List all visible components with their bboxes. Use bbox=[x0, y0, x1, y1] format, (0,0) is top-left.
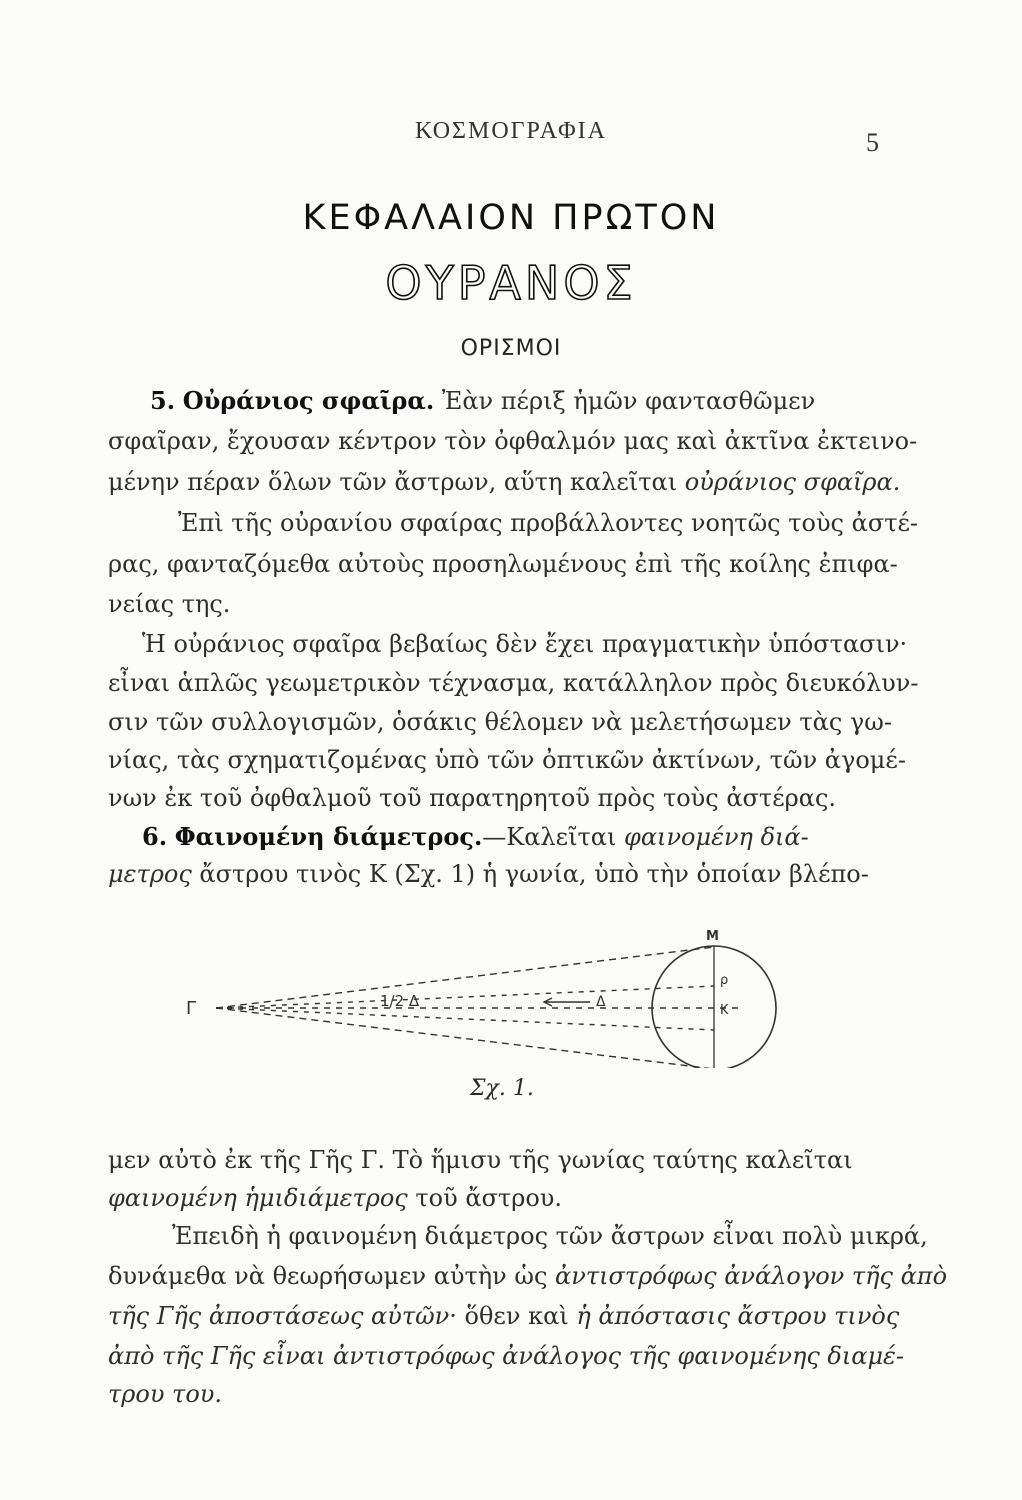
figure-1-diagram bbox=[180, 928, 820, 1068]
para5-term: Οὐράνιος σφαῖρα. bbox=[182, 386, 435, 415]
label-center: K bbox=[720, 1003, 729, 1018]
para6-line-5: Ἐπειδὴ ἡ φαινομένη διάμετρος τῶν ἄστρων εἶναι πολὺ μικρά, bbox=[172, 1222, 928, 1250]
figure-caption: Σχ. 1. bbox=[470, 1076, 534, 1101]
para6-line-6-emphasis: ἀντιστρόφως ἀνάλογον τῆς ἀπὸ bbox=[555, 1262, 948, 1290]
para6-line-6 bbox=[108, 1262, 947, 1290]
para5-line-8: εἶναι ἁπλῶς γεωμετρικὸν τέχνασμα, κατάλληλον πρὸς διευκόλυν- bbox=[108, 669, 919, 697]
para5-line-7: Ἡ οὐράνιος σφαῖρα βεβαίως δὲν ἔχει πραγματικὴν ὑπόστασιν· bbox=[142, 630, 908, 658]
para6-number: 6. bbox=[142, 822, 168, 851]
para6-term: Φαινομένη διάμετρος. bbox=[174, 822, 483, 851]
para5-line-9: σιν τῶν συλλογισμῶν, ὁσάκις θέλομεν νὰ μελετήσωμεν τὰς γω- bbox=[108, 708, 892, 736]
para5-line-3-emphasis: οὐράνιος σφαῖρα. bbox=[684, 468, 901, 496]
label-top: M bbox=[706, 929, 719, 944]
para6-line-4 bbox=[108, 1184, 562, 1212]
subsection-title: ΟΡΙΣΜΟΙ bbox=[460, 336, 562, 361]
para6-line-1 bbox=[142, 822, 809, 851]
para6-line-3: μεν αὐτὸ ἐκ τῆς Γῆς Γ. Τὸ ἥμισυ τῆς γωνίας ταύτης καλεῖται bbox=[108, 1146, 853, 1174]
para5-line-5: ρας, φανταζόμεθα αὐτοὺς προσηλωμένους ἐπὶ τῆς κοίλης ἐπιφα- bbox=[108, 550, 898, 578]
para6-line-6-text: δυνάμεθα νὰ θεωρήσωμεν αὐτὴν ὡς bbox=[108, 1262, 548, 1290]
para6-line-7-emphasis-1: τῆς Γῆς ἀποστάσεως αὐτῶν· bbox=[108, 1302, 457, 1330]
page-number: 5 bbox=[866, 128, 879, 157]
para6-line-1-text: —Καλεῖται bbox=[482, 823, 617, 851]
para5-line-10: νίας, τὰς σχηματιζομένας ὑπὸ τῶν ὀπτικῶν ἀκτίνων, τῶν ἀγομέ- bbox=[108, 746, 906, 774]
inner-sight-line-lower bbox=[216, 1008, 714, 1030]
para6-line-8: ἀπὸ τῆς Γῆς εἶναι ἀντιστρόφως ἀνάλογος τῆς φαινομένης διαμέ- bbox=[108, 1342, 905, 1370]
para6-line-4-text: τοῦ ἄστρου. bbox=[415, 1184, 562, 1212]
para6-line-7-text: ὅθεν καὶ bbox=[464, 1302, 569, 1330]
running-title: ΚΟΣΜΟΓΡΑΦΙΑ bbox=[415, 118, 607, 144]
label-distance: Δ bbox=[596, 994, 606, 1010]
para5-line-2: σφαῖραν, ἔχουσαν κέντρον τὸν ὀφθαλμόν μας καὶ ἀκτῖνα ἐκτεινο- bbox=[108, 427, 918, 455]
para6-line-2 bbox=[108, 860, 869, 888]
para6-line-7 bbox=[108, 1302, 899, 1330]
label-observer: Γ bbox=[186, 998, 197, 1019]
label-radius: ρ bbox=[720, 973, 729, 988]
para6-line-4-emphasis: φαινομένη ἡμιδιάμετρος bbox=[108, 1184, 408, 1212]
inner-sight-line bbox=[216, 986, 714, 1008]
chapter-title: ΚΕΦΑΛΑΙΟΝ ΠΡΩΤΟΝ bbox=[302, 198, 720, 238]
para5-line-3-text: μένην πέραν ὅλων τῶν ἄστρων, αὕτη καλεῖται bbox=[108, 468, 678, 496]
para5-number: 5. bbox=[150, 386, 176, 415]
para6-line-2-emphasis: μετρος bbox=[108, 860, 192, 888]
lower-sight-line bbox=[216, 1008, 714, 1068]
para6-line-7-emphasis-2: ἡ ἀπόστασις ἄστρου τινὸς bbox=[576, 1302, 900, 1330]
para5-line-11: νων ἐκ τοῦ ὀφθαλμοῦ τοῦ παρατηρητοῦ πρὸς τοὺς ἀστέρας. bbox=[108, 784, 837, 812]
label-half-angle: 1/2 Δ bbox=[380, 992, 420, 1010]
para6-line-2-text: ἄστρου τινὸς Κ (Σχ. 1) ἡ γωνία, ὑπὸ τὴν ὁποίαν βλέπο- bbox=[199, 860, 869, 888]
para5-line-3 bbox=[108, 468, 900, 496]
para6-line-1-emphasis: φαινομένη διά- bbox=[624, 823, 809, 851]
para6-line-9: τρου του. bbox=[108, 1380, 222, 1408]
para5-line-6: νείας της. bbox=[108, 590, 231, 618]
para5-line-4: Ἐπὶ τῆς οὐρανίου σφαίρας προβάλλοντες νοητῶς τοὺς ἀστέ- bbox=[178, 509, 919, 537]
para5-text-1: Ἐὰν πέριξ ἡμῶν φαντασθῶμεν bbox=[441, 387, 816, 415]
upper-sight-line bbox=[216, 947, 714, 1008]
section-title: ΟΥΡΑΝΟΣ bbox=[385, 256, 637, 310]
para5-line-1 bbox=[150, 386, 815, 415]
